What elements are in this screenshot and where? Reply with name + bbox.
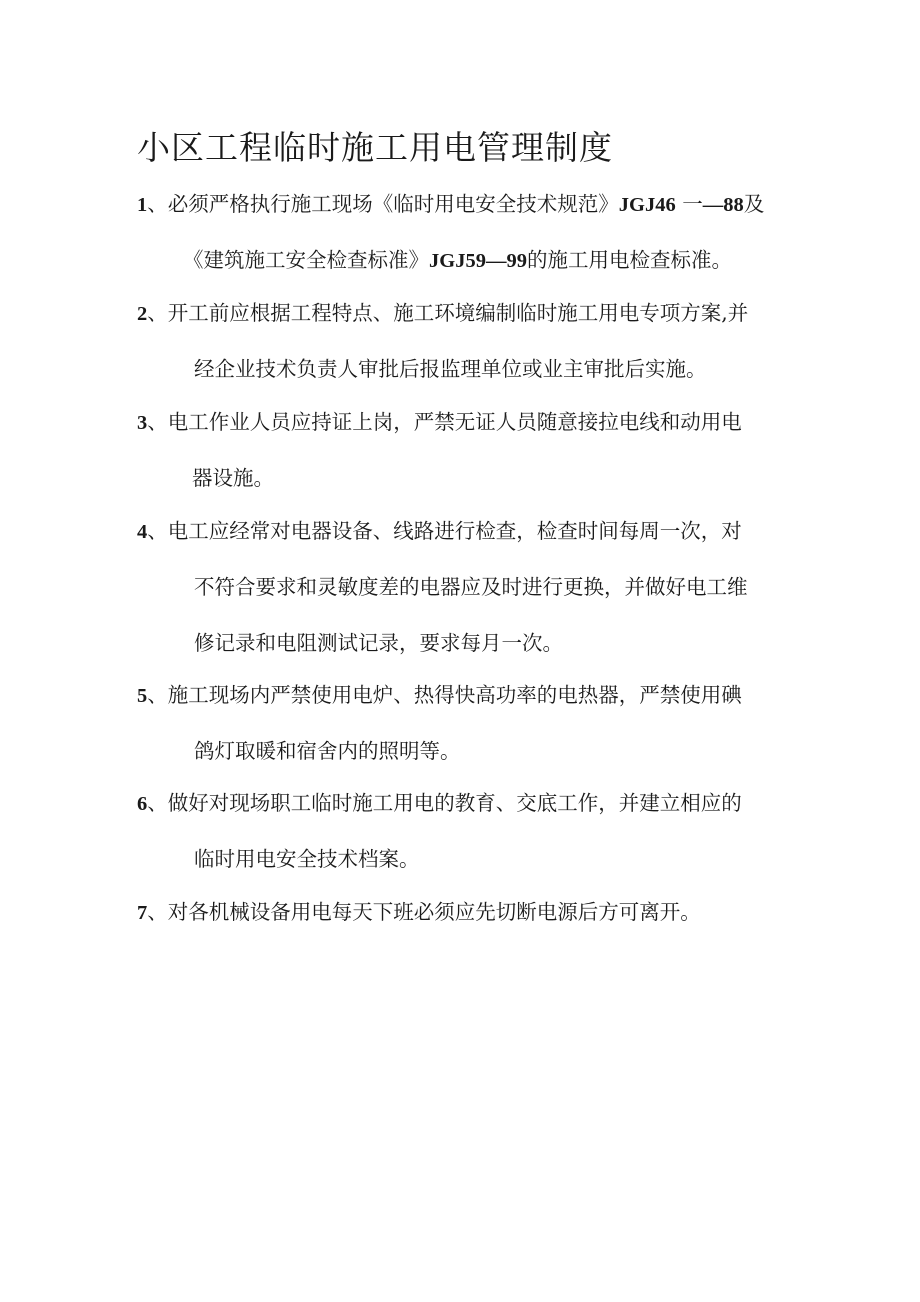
rule-text: 开工前应根据工程特点、施工环境编制临时施工用电专项方案,并 xyxy=(167,301,749,325)
standard-code: JGJ59—99 xyxy=(429,250,527,272)
rule-number: 5 xyxy=(137,685,148,707)
rule-text: 《建筑施工安全检查标准》 xyxy=(183,248,429,272)
rule-separator: 、 xyxy=(147,683,168,707)
rule-line xyxy=(137,341,787,397)
rule-number: 1 xyxy=(137,194,148,216)
standard-code: —88 xyxy=(702,194,744,216)
rule-item-2 xyxy=(137,285,787,397)
rule-line xyxy=(137,723,787,779)
rule-text: 修记录和电阻测试记录，要求每月一次。 xyxy=(194,631,563,655)
rule-number: 2 xyxy=(137,303,148,325)
rule-text: 临时用电安全技术档案。 xyxy=(194,847,420,871)
rule-text: 及 xyxy=(743,192,765,216)
rule-line xyxy=(137,285,787,341)
rule-separator: 、 xyxy=(147,519,168,543)
rule-text: 施工现场内严禁使用电炉、热得快高功率的电热器，严禁使用碘 xyxy=(167,683,742,707)
rule-separator: 、 xyxy=(147,791,168,815)
rule-separator: 、 xyxy=(147,301,168,325)
rule-number: 4 xyxy=(137,521,148,543)
rule-separator: 、 xyxy=(147,900,168,924)
rule-number: 7 xyxy=(137,902,148,924)
rule-number: 6 xyxy=(137,793,148,815)
rule-text: 做好对现场职工临时施工用电的教育、交底工作，并建立相应的 xyxy=(167,791,742,815)
rule-text: 的施工用电检查标准。 xyxy=(526,248,732,272)
rule-line xyxy=(137,615,787,671)
rule-item-1 xyxy=(137,176,787,288)
rule-text: 不符合要求和灵敏度差的电器应及时进行更换，并做好电工维 xyxy=(194,575,748,599)
rule-text: 一 xyxy=(682,192,703,216)
rule-number: 3 xyxy=(137,412,148,434)
rule-line xyxy=(137,831,787,887)
rule-line xyxy=(137,232,787,288)
rule-text: 鸽灯取暖和宿舍内的照明等。 xyxy=(194,739,461,763)
rule-separator: 、 xyxy=(147,192,168,216)
rule-line xyxy=(137,667,787,723)
rule-text: 电工作业人员应持证上岗，严禁无证人员随意接拉电线和动用电 xyxy=(167,410,742,434)
rule-item-3 xyxy=(137,394,787,506)
rule-line xyxy=(137,176,787,232)
rule-line xyxy=(137,450,787,506)
rule-item-5 xyxy=(137,667,787,779)
page-title: 小区工程临时施工用电管理制度 xyxy=(137,128,613,167)
rule-item-4 xyxy=(137,503,787,671)
standard-code: JGJ46 xyxy=(618,194,676,216)
rule-item-7 xyxy=(137,884,787,940)
rule-line xyxy=(137,559,787,615)
rule-item-6 xyxy=(137,775,787,887)
rule-text: 对各机械设备用电每天下班必须应先切断电源后方可离开。 xyxy=(167,900,701,924)
rule-text: 经企业技术负责人审批后报监理单位或业主审批后实施。 xyxy=(194,357,707,381)
rule-separator: 、 xyxy=(147,410,168,434)
rule-text: 电工应经常对电器设备、线路进行检查，检查时间每周一次，对 xyxy=(167,519,742,543)
rule-text: 器设施。 xyxy=(192,466,274,490)
rule-line xyxy=(137,503,787,559)
rule-text: 必须严格执行施工现场《临时用电安全技术规范》 xyxy=(167,192,619,216)
rule-line xyxy=(137,775,787,831)
rule-line xyxy=(137,394,787,450)
rule-line xyxy=(137,884,787,940)
